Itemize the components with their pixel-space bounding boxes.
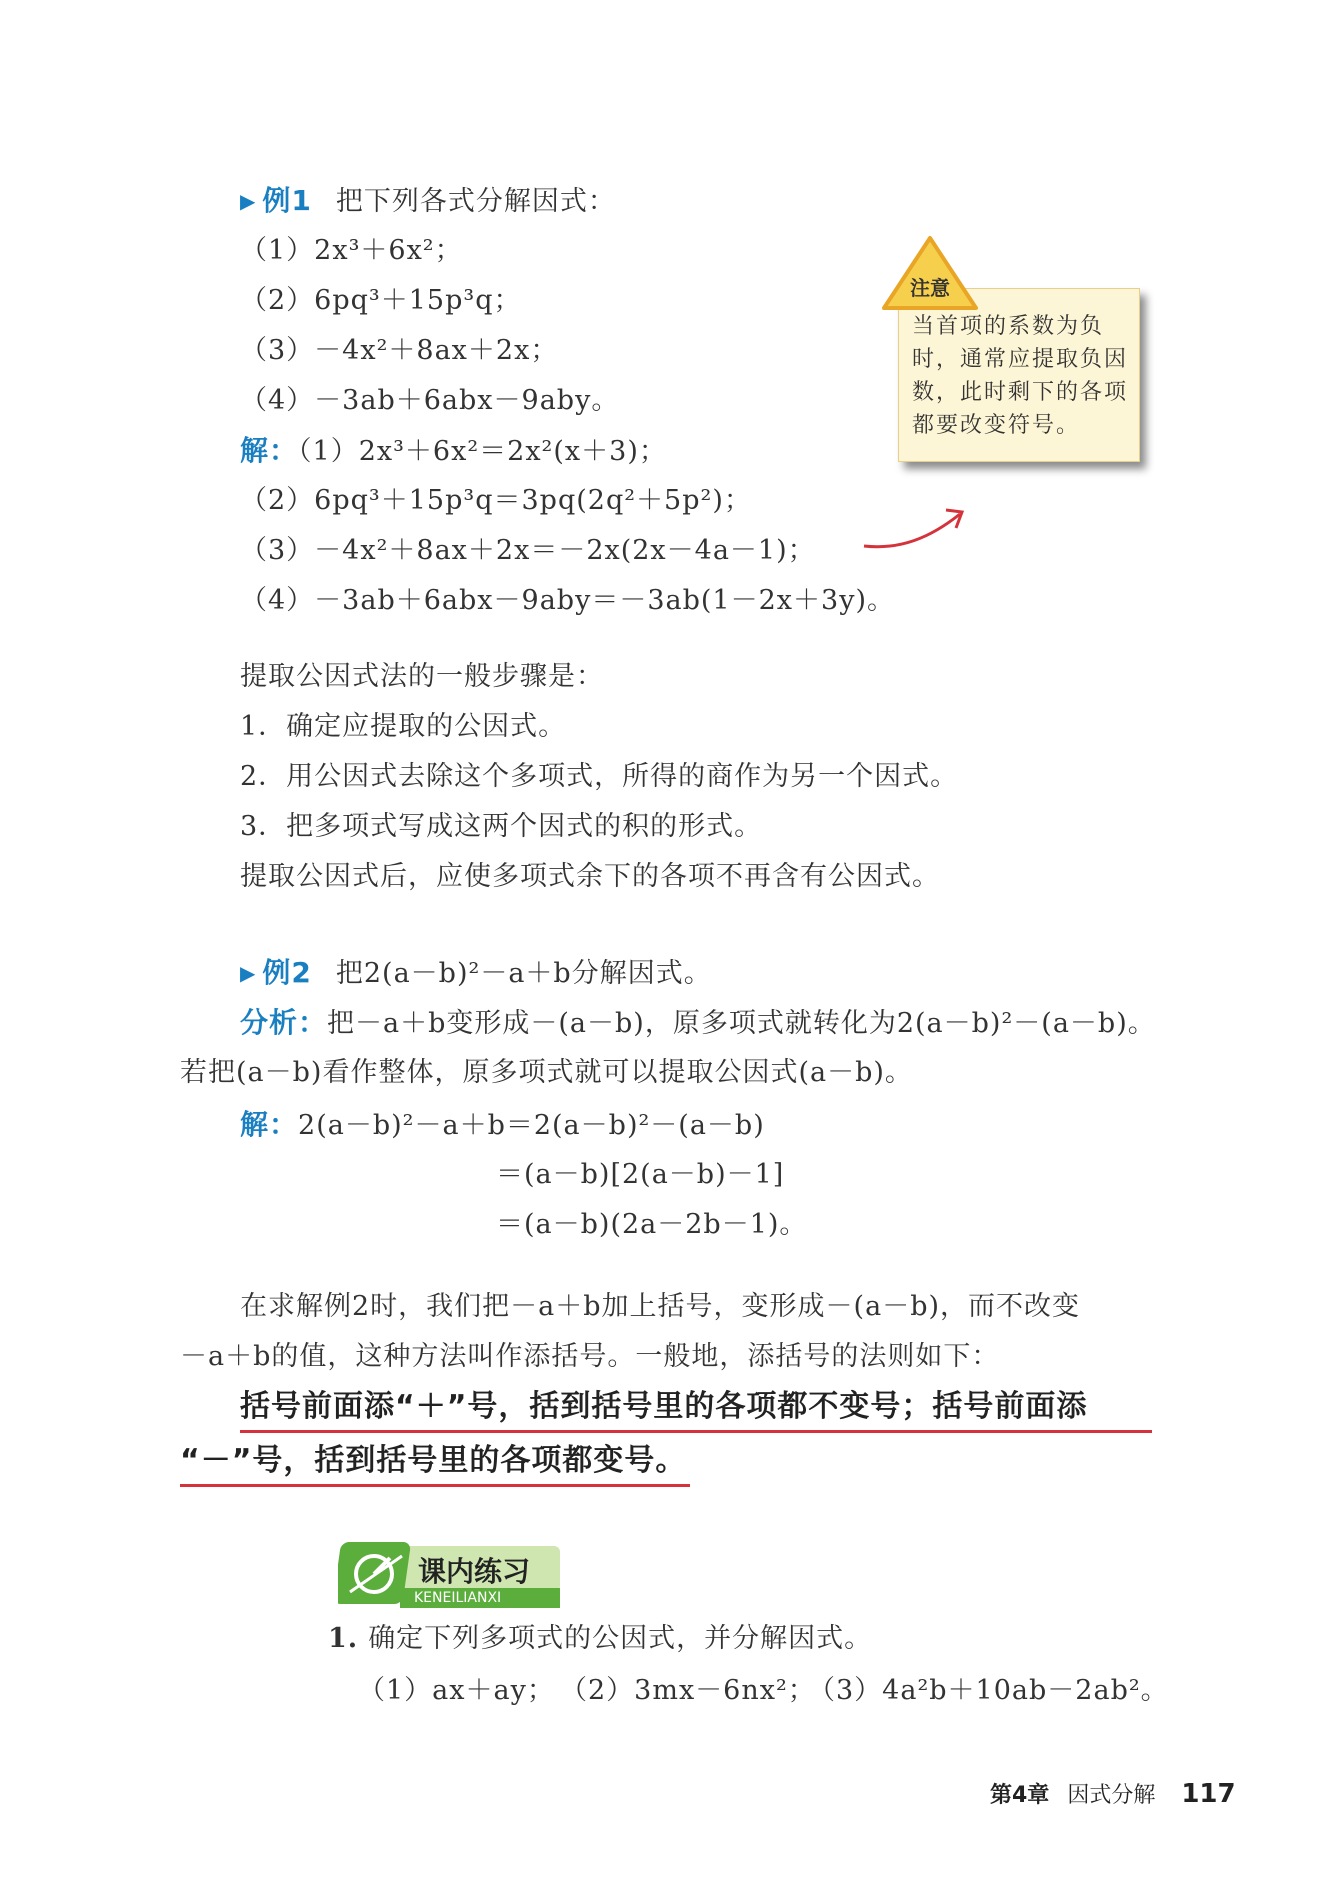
- example1-item-1: （1）2x³＋6x²；: [240, 235, 463, 266]
- note-text: 当首项的系数为负时，通常应提取负因数，此时剩下的各项都要改变符号。: [912, 314, 1129, 438]
- paragraph-line-2: －a＋b的值，这种方法叫作添括号。一般地，添括号的法则如下：: [180, 1341, 1000, 1372]
- example1-solution-1: [240, 428, 667, 474]
- example2-solution-3: ＝(a－b)(2a－2b－1)。: [496, 1209, 808, 1240]
- footer-chapter: 第4章: [990, 1783, 1050, 1808]
- example1-item-3: （3）－4x²＋8ax＋2x；: [240, 335, 559, 366]
- footer-topic: 因式分解: [1067, 1783, 1156, 1808]
- example2-solution-1: [240, 1102, 765, 1148]
- note-title: 注意: [910, 276, 950, 300]
- rule-line-1: 括号前面添“＋”号，括到括号里的各项都不变号；括号前面添: [240, 1389, 1088, 1424]
- example1-solution-4: （4）－3ab＋6abx－9aby＝－3ab(1－2x＋3y)。: [240, 585, 895, 616]
- question-number: 1.: [328, 1623, 359, 1654]
- analysis-label: 分析：: [240, 1006, 328, 1039]
- example1-prompt: 把下列各式分解因式：: [335, 186, 616, 217]
- exercise-part-3: （3）4a²b＋10ab－2ab²。: [808, 1675, 1169, 1706]
- analysis-text: 把－a＋b变形成－(a－b)，原多项式就转化为2(a－b)²－(a－b)。: [327, 1008, 1156, 1039]
- steps-item-1: 1．确定应提取的公因式。: [240, 711, 567, 742]
- example1-label: 例1: [262, 184, 312, 217]
- solution-text: （1）2x³＋6x²＝2x²(x＋3)；: [298, 436, 667, 467]
- exercise-subtitle: KENEILIANXI: [400, 1588, 560, 1608]
- paragraph-line-1: 在求解例2时，我们把－a＋b加上括号，变形成－(a－b)，而不改变: [240, 1291, 1081, 1322]
- rule-line-2: “－”号，括到括号里的各项都变号。: [180, 1443, 687, 1478]
- example1-item-2: （2）6pq³＋15p³q；: [240, 285, 522, 316]
- curved-arrow-icon: [860, 500, 970, 560]
- steps-item-3: 3．把多项式写成这两个因式的积的形式。: [240, 811, 763, 842]
- solution-label: 解：: [240, 1108, 299, 1141]
- steps-remark: 提取公因式后，应使多项式余下的各项不再含有公因式。: [240, 861, 940, 892]
- rule-underline-2: [180, 1484, 690, 1487]
- rule-underline-1: [240, 1430, 1152, 1433]
- example2-analysis-2: 若把(a－b)看作整体，原多项式就可以提取公因式(a－b)。: [180, 1057, 913, 1088]
- steps-item-2: 2．用公因式去除这个多项式，所得的商作为另一个因式。: [240, 761, 959, 792]
- question-text: 确定下列多项式的公因式，并分解因式。: [368, 1623, 873, 1654]
- example1-item-4: （4）－3ab＋6abx－9aby。: [240, 385, 620, 416]
- page-footer: [990, 1776, 1236, 1812]
- example2-prompt: 把2(a－b)²－a＋b分解因式。: [335, 958, 712, 989]
- exercise-part-1: （1）ax＋ay；: [358, 1675, 555, 1706]
- exercise-title: 课内练习: [418, 1555, 531, 1588]
- example2-label: 例2: [262, 956, 312, 989]
- example1-solution-3: （3）－4x²＋8ax＋2x＝－2x(2x－4a－1)；: [240, 535, 816, 566]
- solution-label: 解：: [240, 434, 299, 467]
- example1-solution-2: （2）6pq³＋15p³q＝3pq(2q²＋5p²)；: [240, 485, 752, 516]
- example1-heading: [240, 178, 616, 224]
- example2-analysis-1: [240, 1000, 1156, 1046]
- solution-text: 2(a－b)²－a＋b＝2(a－b)²－(a－b): [298, 1110, 765, 1141]
- steps-intro: 提取公因式法的一般步骤是：: [240, 661, 604, 692]
- triangle-marker-icon: ▶: [240, 961, 257, 985]
- page-number: 117: [1181, 1779, 1236, 1809]
- exercise-question-1: [328, 1616, 872, 1662]
- exercise-part-2: （2）3mx－6nx²；: [560, 1675, 816, 1706]
- example2-heading: [240, 950, 712, 996]
- triangle-marker-icon: ▶: [240, 189, 257, 213]
- example2-solution-2: ＝(a－b)[2(a－b)－1]: [496, 1159, 785, 1190]
